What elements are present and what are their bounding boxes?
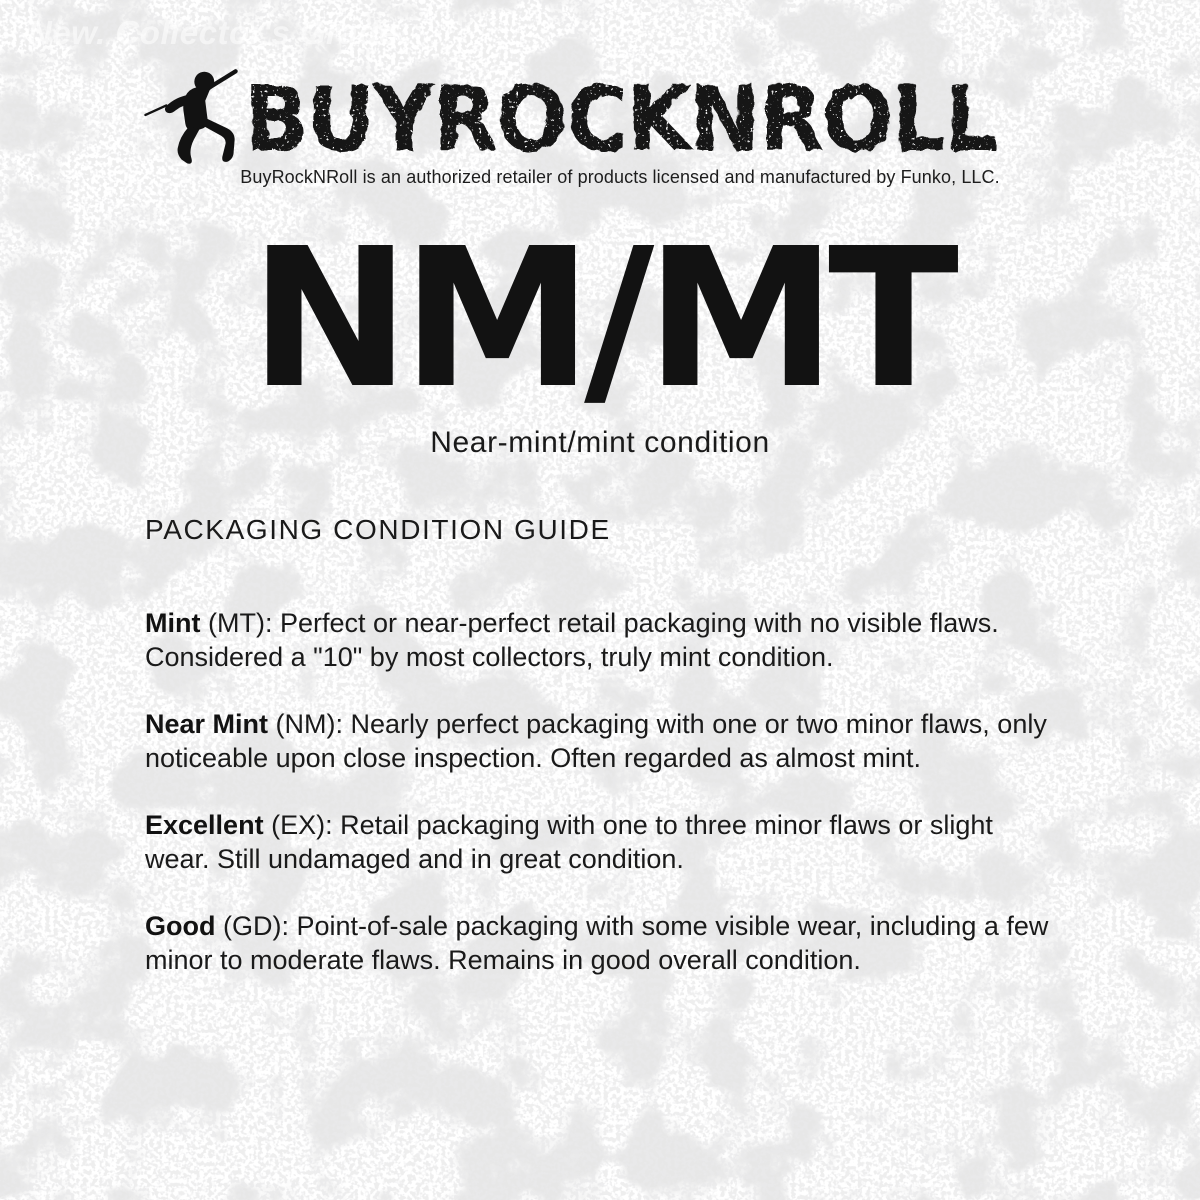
- logo-tagline: BuyRockNRoll is an authorized retailer of products licensed and manufactured by Funko, LLC.: [240, 167, 1000, 187]
- grade-name: Near-mint/mint condition: [430, 426, 770, 459]
- guide-entry-description: (EX): Retail packaging with one to three minor flaws or slight wear. Still undamaged and in great condition.: [145, 810, 993, 874]
- rock-guitarist-icon: [142, 58, 240, 170]
- guide-entry-term: Good: [145, 911, 216, 941]
- guide-entry-description: (MT): Perfect or near-perfect retail packaging with no visible flaws. Considered a "10" by most collectors, truly mint condition.: [145, 608, 999, 672]
- guide-entry-description: (NM): Nearly perfect packaging with one or two minor flaws, only noticeable upon close inspection. Often regarded as almost mint.: [145, 709, 1047, 773]
- logo-lockup: [142, 54, 1000, 188]
- guide-heading: PACKAGING CONDITION GUIDE: [145, 514, 611, 545]
- guide-entry-description: (GD): Point-of-sale packaging with some visible wear, including a few minor to moderate flaws. Remains in good overall condition.: [145, 911, 1049, 975]
- condition-guide-list: [145, 606, 1061, 1010]
- grade-abbreviation: NM/MT: [249, 208, 951, 431]
- guide-entry-term: Excellent: [145, 810, 264, 840]
- guide-entry-near-mint: [145, 707, 1061, 775]
- logo-text-column: [240, 80, 1000, 188]
- guide-entry-good: [145, 909, 1061, 977]
- logo-wordmark: BUYROCKNROLL: [244, 80, 996, 164]
- watermark-text: New. Collector's Grade.: [28, 14, 408, 51]
- guide-entry-mint: [145, 606, 1061, 674]
- grade-hero: [0, 208, 1200, 460]
- guide-entry-term: Mint: [145, 608, 201, 638]
- guide-entry-excellent: [145, 808, 1061, 876]
- guide-entry-term: Near Mint: [145, 709, 269, 739]
